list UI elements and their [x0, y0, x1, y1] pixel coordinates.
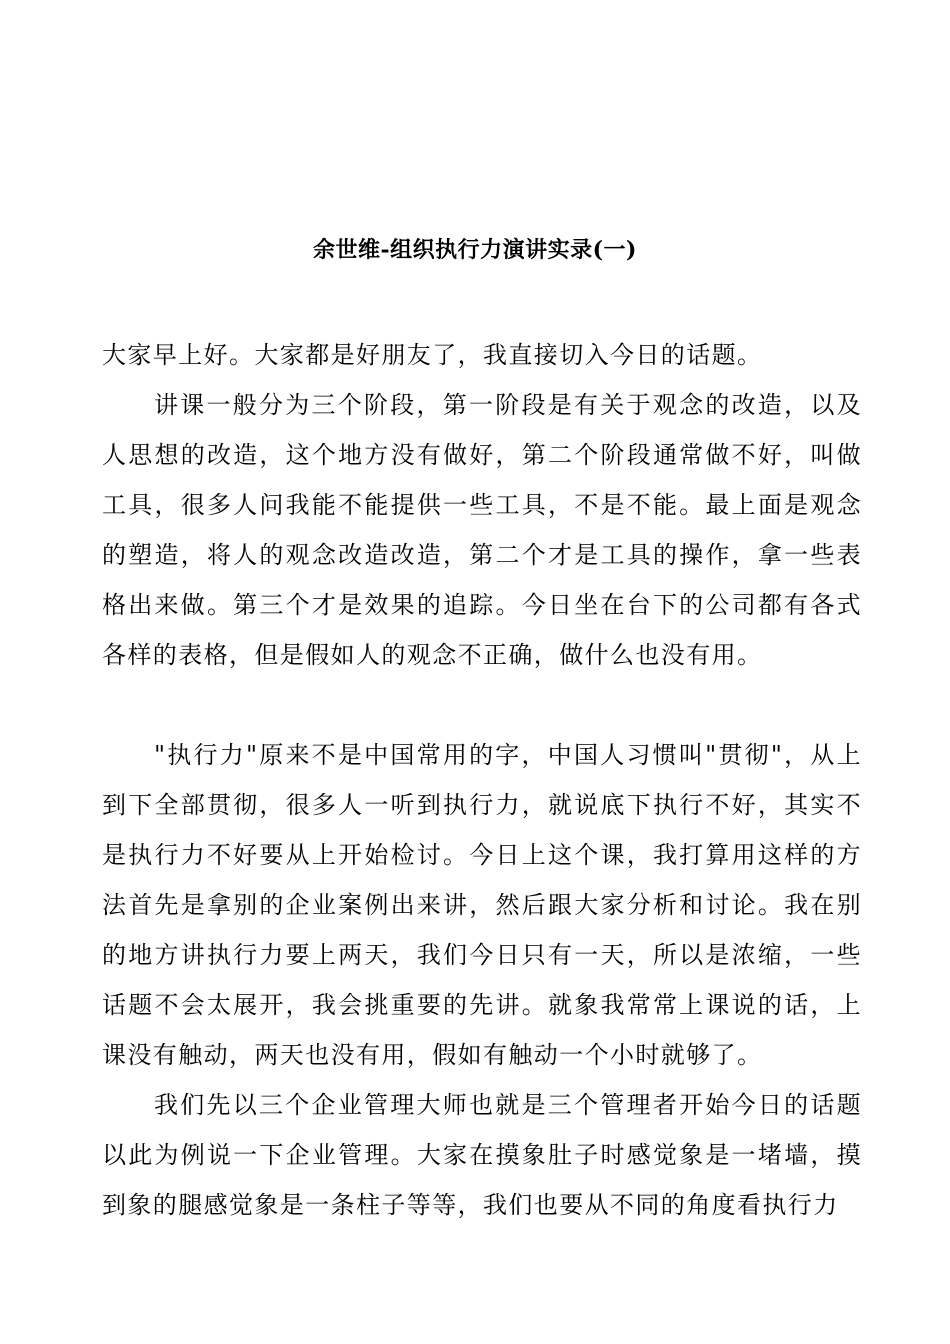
document-body — [102, 330, 862, 1230]
paragraph-stages: 讲课一般分为三个阶段，第一阶段是有关于观念的改造，以及人思想的改造，这个地方没有做好，第二个阶段通常做不好，叫做工具，很多人问我能不能提供一些工具，不是不能。最上面是观念的塑造，将人的观念改造改造，第二个才是工具的操作，拿一些表格出来做。第三个才是效果的追踪。今日坐在台下的公司都有各式各样的表格，但是假如人的观念不正确，做什么也没有用。 — [102, 391, 862, 669]
paragraph-masters: 我们先以三个企业管理大师也就是三个管理者开始今日的话题以此为例说一下企业管理。大家在摸象肚子时感觉象是一堵墙，摸到象的腿感觉象是一条柱子等等，我们也要从不同的角度看执行力 — [102, 1091, 862, 1219]
paragraph-gap — [102, 680, 862, 730]
paragraph-greeting: 大家早上好。大家都是好朋友了，我直接切入今日的话题。 — [102, 341, 763, 369]
paragraph-execution: "执行力"原来不是中国常用的字，中国人习惯叫"贯彻"，从上到下全部贯彻，很多人一听到执行力，就说底下执行不好，其实不是执行力不好要从上开始检讨。今日上这个课，我打算用这样的方法首先是拿别的企业案例出来讲，然后跟大家分析和讨论。我在别的地方讲执行力要上两天，我们今日只有一天，所以是浓缩，一些话题不会太展开，我会挑重要的先讲。就象我常常上课说的话，上课没有触动，两天也没有用，假如有触动一个小时就够了。 — [102, 741, 862, 1069]
document-title: 余世维-组织执行力演讲实录(一) — [313, 237, 637, 263]
